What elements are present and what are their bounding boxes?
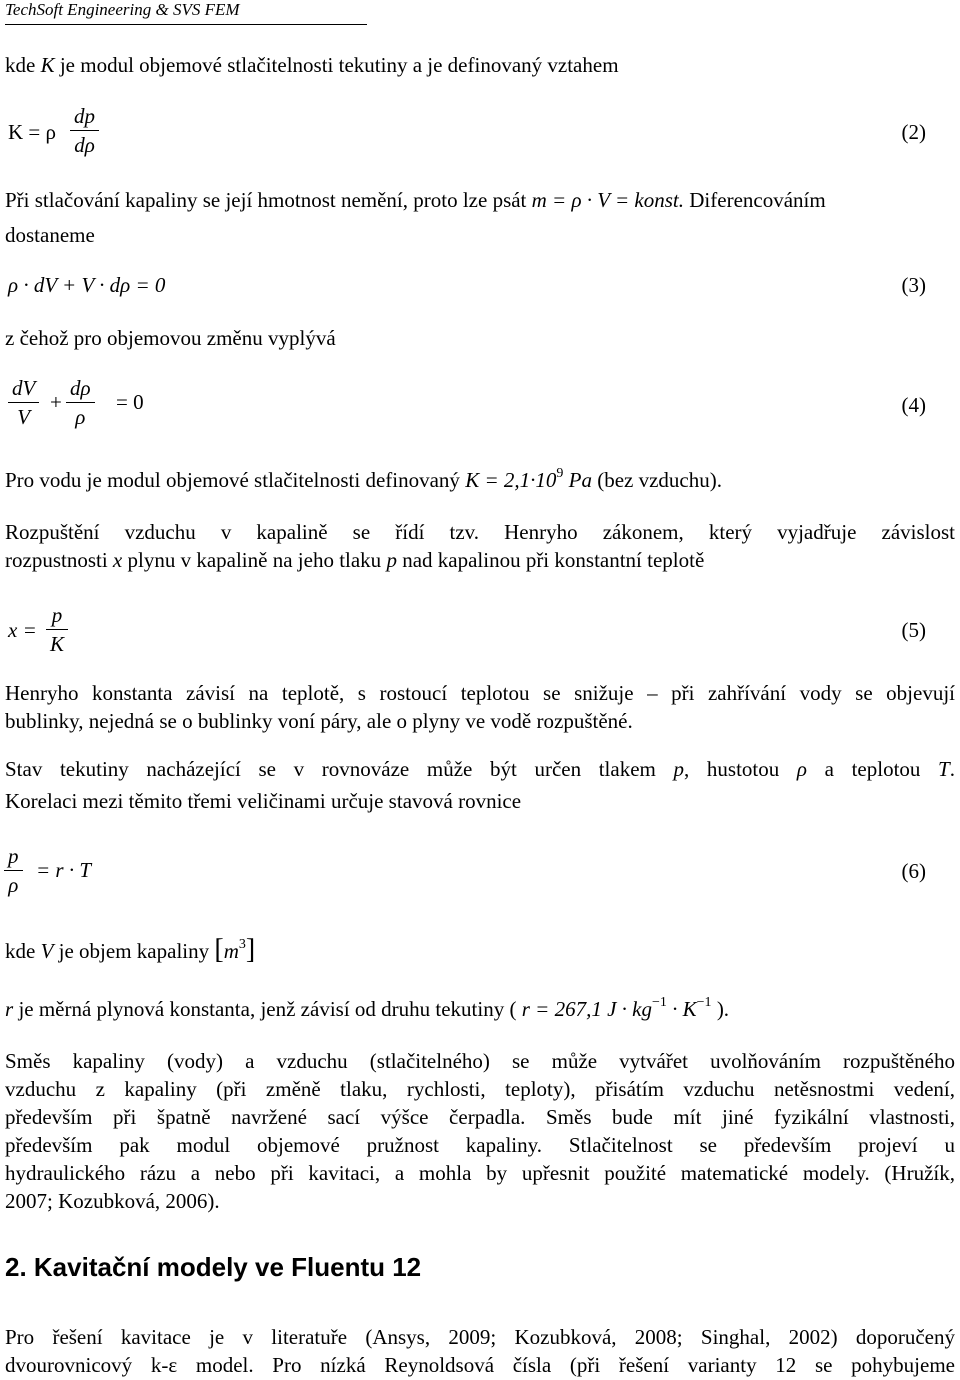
denominator: ρ xyxy=(4,870,23,899)
text: ). xyxy=(711,997,730,1021)
math-var: K xyxy=(40,53,55,77)
paragraph-henry-law: Rozpuštění vzduchu v kapalině se řídí tzv. Henryho zákonem, který vyjadřuje závislost xyxy=(5,520,955,544)
paragraph-mass-constant xyxy=(5,186,826,214)
denominator: K xyxy=(46,629,68,658)
equation-4-plus: + xyxy=(50,390,62,414)
paragraph-henry-constant-line2: bublinky, nejedná se o bublinky voní páry, ale o plyny ve vodě rozpuštěné. xyxy=(5,709,633,733)
equation-6-rhs: = r · T xyxy=(36,858,92,882)
paragraph-mass-constant-line2: dostaneme xyxy=(5,223,95,247)
paragraph-henry-law-line2 xyxy=(5,546,704,574)
running-header: TechSoft Engineering & SVS FEM xyxy=(5,0,367,25)
numerator: dV xyxy=(12,376,36,400)
math-var: r xyxy=(5,997,14,1021)
text: kde xyxy=(5,53,41,77)
paragraph-volume-change: z čehož pro objemovou změnu vyplývá xyxy=(5,326,336,350)
equation-4-rhs: = 0 xyxy=(116,390,144,414)
unit: m xyxy=(223,939,239,963)
text: rozpustnosti xyxy=(5,548,113,572)
denominator: V xyxy=(8,402,39,431)
equation-5-fraction xyxy=(46,601,68,658)
math-var: x xyxy=(112,548,123,572)
denominator: ρ xyxy=(66,402,95,431)
paragraph-state-line2: Korelaci mezi těmito třemi veličinami určuje stavová rovnice xyxy=(5,789,522,813)
equation-number-6: (6) xyxy=(901,859,926,883)
equation-number-2: (2) xyxy=(901,120,926,144)
paragraph-cavitation-line1: Pro řešení kavitace je v literatuře (Ansys, 2009; Kozubková, 2008; Singhal, 2002) doporučený xyxy=(5,1325,955,1349)
text: je měrná plynová konstanta, jenž závisí od druhu tekutiny ( xyxy=(13,997,522,1021)
text: plynu v kapalině na jeho tlaku xyxy=(122,548,387,572)
text: Při stlačování kapaliny se její hmotnost nemění, proto lze psát xyxy=(5,188,532,212)
math-var: p xyxy=(386,548,397,572)
paragraph-mixture-line3: především při špatně navržené sací výšce čerpadla. Směs bude mít jiné fyzikální vlastnosti, xyxy=(5,1105,955,1129)
unit: Pa xyxy=(568,468,592,492)
math-inline: K = 2,1·10 xyxy=(465,468,557,492)
equation-number-4: (4) xyxy=(901,393,926,417)
superscript: 9 xyxy=(556,466,564,481)
denominator: dρ xyxy=(70,130,99,159)
text: je objem kapaliny xyxy=(53,939,215,963)
paragraph-mixture-line2: vzduchu z kapaliny (při změně tlaku, rychlosti, teploty), přisátím vzduchu netěsnostmi vedení, xyxy=(5,1077,955,1101)
equation-2-lhs: K = ρ xyxy=(8,120,56,144)
text: Stav tekutiny nacházející se v rovnováze může být určen tlakem xyxy=(5,757,674,781)
paragraph-mixture-line4: především pak modul objemové pružnost kapaliny. Stlačitelnost se především projeví u xyxy=(5,1133,955,1157)
text: , hustotou xyxy=(684,757,797,781)
text: Pro vodu je modul objemové stlačitelnosti definovaný xyxy=(5,468,466,492)
math-inline: m = ρ · V = konst. xyxy=(531,188,685,212)
paragraph-mixture-line1: Směs kapaliny (vody) a vzduchu (stlačitelného) se může vytvářet uvolňováním rozpuštěného xyxy=(5,1049,955,1073)
text: (bez vzduchu). xyxy=(591,468,722,492)
math-var: T xyxy=(938,757,950,781)
equation-2-fraction xyxy=(70,102,99,159)
numerator: p xyxy=(51,603,63,627)
text: a teplotou xyxy=(806,757,939,781)
equation-number-3: (3) xyxy=(901,273,926,297)
text: nad kapalinou při konstantní teplotě xyxy=(396,548,705,572)
math-inline: r = 267,1 J · kg xyxy=(521,997,652,1021)
left-bracket-icon: [ xyxy=(214,934,224,965)
numerator: dρ xyxy=(70,376,91,400)
math-var: · K xyxy=(666,997,697,1021)
numerator: dp xyxy=(74,104,95,128)
superscript: −1 xyxy=(696,995,712,1010)
paragraph-volume-def xyxy=(5,936,255,969)
superscript: 3 xyxy=(238,937,246,952)
text: . xyxy=(949,757,955,781)
paragraph-mixture-line6: 2007; Kozubková, 2006). xyxy=(5,1189,220,1213)
paragraph-mixture-line5: hydraulického rázu a nebo při kavitaci, a mohla by upřesnit použité matematické modely. (Hružík, xyxy=(5,1161,955,1185)
equation-4-fraction-1 xyxy=(8,374,39,431)
section-heading: 2. Kavitační modely ve Fluentu 12 xyxy=(5,1252,422,1282)
math-var: V xyxy=(40,939,54,963)
paragraph-henry-constant: Henryho konstanta závisí na teplotě, s rostoucí teplotou se snižuje – při zahřívání vody se objevují xyxy=(5,681,955,705)
text: je modul objemové stlačitelnosti tekutiny a je definovaný vztahem xyxy=(54,53,619,77)
paragraph-water-modulus xyxy=(5,466,722,498)
numerator: p xyxy=(8,844,19,868)
text: Diferencováním xyxy=(684,188,826,212)
equation-number-5: (5) xyxy=(901,618,926,642)
equation-5-lhs: x = xyxy=(8,618,37,642)
equation-6-fraction xyxy=(4,842,23,899)
right-bracket-icon: ] xyxy=(245,934,256,965)
paragraph-state xyxy=(5,755,955,783)
equation-3: ρ · dV + V · dρ = 0 xyxy=(8,273,166,297)
equation-4-fraction-2 xyxy=(66,374,95,431)
paragraph-cavitation-line2: dvourovnicový k-ε model. Pro nízká Reynoldsová čísla (při řešení varianty 12 se pohybujeme xyxy=(5,1353,955,1377)
text: kde xyxy=(5,939,41,963)
math-var: p xyxy=(673,757,685,781)
superscript: −1 xyxy=(651,995,667,1010)
paragraph-modulus-intro xyxy=(5,51,619,79)
paragraph-gas-constant xyxy=(5,995,729,1027)
math-var: ρ xyxy=(796,757,807,781)
